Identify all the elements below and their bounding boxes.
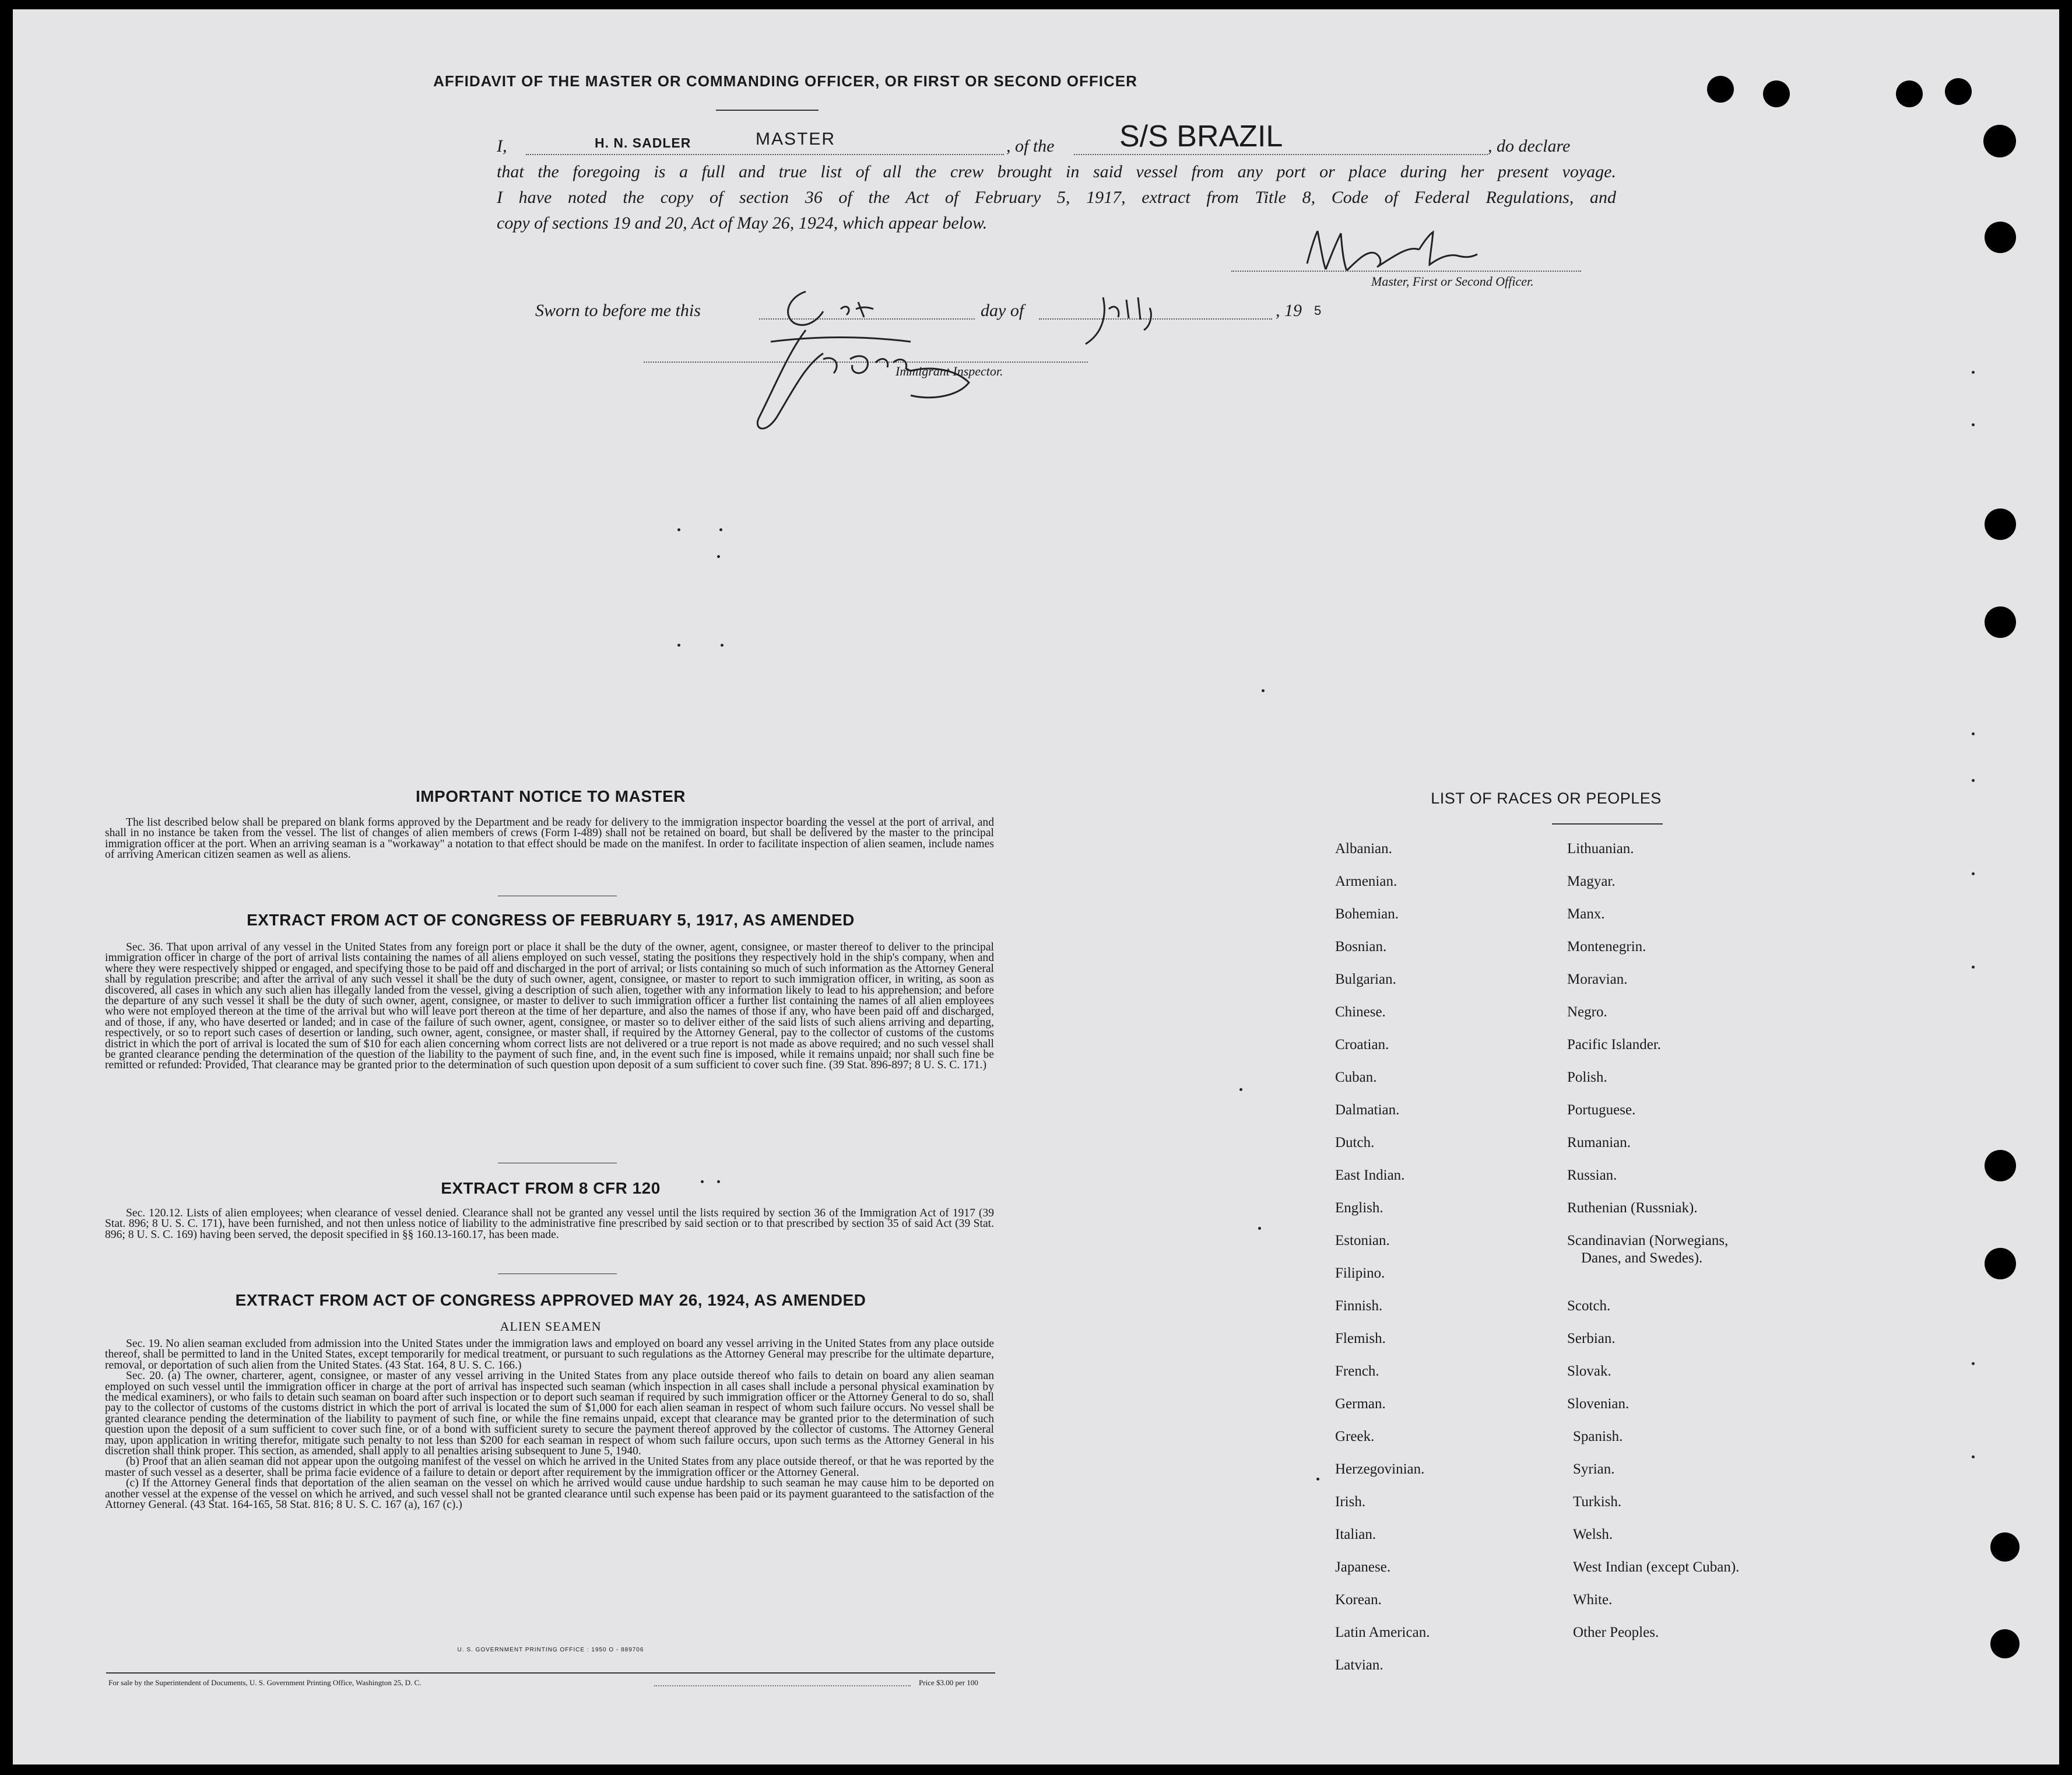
race-item: Finnish. <box>1335 1298 1383 1314</box>
race-item: Scandinavian (Norwegians, <box>1567 1233 1729 1248</box>
document-page <box>13 9 2059 1765</box>
speck <box>1258 1227 1261 1230</box>
extract-1917-heading: EXTRACT FROM ACT OF CONGRESS OF FEBRUARY 5, 1917, AS AMENDED <box>247 911 855 929</box>
sworn-month-handwritten <box>1062 286 1179 356</box>
extract-cfr-heading: EXTRACT FROM 8 CFR 120 <box>441 1179 661 1197</box>
affidavit-i-label: I, <box>497 136 507 156</box>
race-item: Russian. <box>1567 1167 1617 1183</box>
speck <box>1972 966 1975 969</box>
speck <box>1972 1362 1975 1365</box>
race-item: Chinese. <box>1335 1004 1386 1020</box>
race-item: Ruthenian (Russniak). <box>1567 1200 1698 1216</box>
punch-hole <box>1945 78 1972 105</box>
punch-hole <box>1985 508 2016 540</box>
race-item: Estonian. <box>1335 1233 1390 1248</box>
race-item: Albanian. <box>1335 841 1392 857</box>
extract-cfr-text: Sec. 120.12. Lists of alien employees; when clearance of vessel denied. Clearance shall not be granted any vessel until the lists required by section 36 of the Immigration Act of 1917 (39 Stat. 896; 8 U. S. C. 171), have been furnished, and not then unless notice of liability to the administrative fine prescribed by said section or to that prescribed by section 35 of said Act (39 Stat. 896; 8 U. S. C. 169) having been served, the deposit specified in §§ 160.13-160.17, has been made. <box>105 1207 994 1241</box>
footer-right: Price $3.00 per 100 <box>919 1678 978 1687</box>
section-20a: Sec. 20. (a) The owner, charterer, agent, consignee, or master of any vessel arriving in the United States from any place outside thereof who fails to detain on board any alien seaman employed on such vessel until the immigration officer in charge at the port of arrival has inspected such seaman (which inspection in all cases shall include a personal physical examination by the medical examiners), or who fails to detain such seaman on board after such inspection or to deport such seaman if required by such immigration officer or the Attorney General to do so, shall pay to the collector of customs of the customs district in which the port of arrival is located the sum of $1,000 for each alien seaman in respect of whom such failure occurs. No vessel shall be granted clearance pending the determination of the liability to payment of such fine, or while the fine remains unpaid, except that clearance may be granted prior to the determination of such question upon the deposit of a sum sufficient to cover such fine, or of a bond with sufficient surety to secure the payment thereof approved by the collector of customs. The Attorney General may, upon application in writing therefor, mitigate such penalty to not less than $200 for each seaman in respect of whom such failure occurs, upon such terms as the Attorney General in his discretion shall think proper. This section, as amended, shall apply to all penalties arising subsequent to June 5, 1940. <box>105 1370 994 1458</box>
race-item: Armenian. <box>1335 874 1397 889</box>
punch-hole <box>1985 606 2016 638</box>
extract-1917-text: Sec. 36. That upon arrival of any vessel in the United States from any foreign port or place it shall be the duty of the owner, agent, consignee, or master thereof to deliver to the principal immigration officer in charge of the port of arrival lists containing the names of all aliens employed on such vessel, stating the positions they respectively hold in the ship's company, when and where they were respectively shipped or engaged, and specifying those to be paid off and discharged in the port of arrival; or lists containing so much of such information as the Attorney General shall by regulation prescribe; and after the arrival of any such vessel it shall be the duty of such owner, agent, consignee, or master to report to such immigration officer, in writing, as soon as discovered, all cases in which any such alien has illegally landed from the vessel, giving a description of such alien, together with any information likely to lead to his apprehension; and before the departure of any such vessel it shall be the duty of such owner, agent, consignee, or master to deliver to such immigration officer a further list containing the names of all alien employees who were not employed thereon at the time of the arrival but who will leave port thereon at the time of her departure, and also the names of those if any, who have been paid off and discharged, and of those, if any, who have deserted or landed; and in case of the failure of such owner, agent, consignee, or master so to deliver either of the said lists of such aliens arriving and departing, respectively, or so to report such cases of desertion or landing, such owner, agent, consignee, or master shall, if required by the Attorney General, pay to the collector of customs of the customs district in which the port of arrival is located the sum of $10 for each alien concerning whom correct lists are not delivered or a true report is not made as above required; and no such vessel shall be granted clearance pending the determination of the question of the liability to the payment of such fine, and, in the event such fine is imposed, while it remains unpaid; nor shall such fine be remitted or refunded: Provided, That clearance may be granted prior to the determination of such question upon deposit of a sum sufficient to cover such fine. (39 Stat. 896-897; 8 U. S. C. 171.) <box>105 941 994 1072</box>
punch-hole <box>1896 80 1923 107</box>
races-heading: LIST OF RACES OR PEOPLES <box>1431 790 1662 807</box>
race-item: Greek. <box>1335 1429 1375 1444</box>
affidavit-line-4: copy of sections 19 and 20, Act of May 26, 1924, which appear below. <box>497 213 988 233</box>
speck <box>1262 689 1265 692</box>
race-item: White. <box>1573 1592 1613 1608</box>
race-item: Bosnian. <box>1335 939 1387 955</box>
race-item: Dutch. <box>1335 1135 1375 1150</box>
race-item: Slovak. <box>1567 1363 1611 1379</box>
notice-heading: IMPORTANT NOTICE TO MASTER <box>415 787 686 805</box>
race-item: Turkish. <box>1573 1494 1622 1510</box>
punch-hole <box>1985 1248 2016 1279</box>
speck <box>677 528 680 531</box>
race-item: West Indian (except Cuban). <box>1573 1559 1740 1575</box>
punch-hole <box>1763 80 1790 107</box>
footer-left: For sale by the Superintendent of Documents, U. S. Government Printing Office, Washington 25, D. C. <box>108 1678 422 1687</box>
speck <box>1972 732 1975 735</box>
race-item: Slovenian. <box>1567 1396 1629 1412</box>
footer-leader <box>654 1678 911 1686</box>
race-item: Lithuanian. <box>1567 841 1634 857</box>
year-prefix: , 19 <box>1276 301 1302 320</box>
divider <box>716 110 819 111</box>
race-item: Japanese. <box>1335 1559 1391 1575</box>
inspector-signature <box>736 318 992 447</box>
race-item: Danes, and Swedes). <box>1581 1250 1703 1266</box>
officer-name: H. N. SADLER <box>595 135 691 150</box>
speck <box>717 1180 720 1183</box>
affidavit-line-3: I have noted the copy of section 36 of the Act of February 5, 1917, extract from Title 8, Code of Federal Regulations, and <box>497 188 1616 207</box>
notice-text: The list described below shall be prepared on blank forms approved by the Department and be ready for delivery to the immigration inspector boarding the vessel at the port of arrival, and shall in no instance be taken from the vessel. The list of changes of alien members of crews (Form I-489) shall not be retained on board, but shall be delivered by the master to the principal immigration officer at the port. When an arriving seaman is a "workaway" a notation to that effect should be made on the manifest. In order to facilitate inspection of alien seamen, include names of arriving American citizen seamen as well as aliens. <box>105 816 994 861</box>
race-item: Korean. <box>1335 1592 1382 1608</box>
race-item: Italian. <box>1335 1527 1376 1542</box>
race-item: Irish. <box>1335 1494 1366 1510</box>
race-item: English. <box>1335 1200 1383 1216</box>
race-item: Moravian. <box>1567 971 1628 987</box>
speck <box>1972 779 1975 782</box>
affidavit-do-declare: , do declare <box>1488 136 1571 156</box>
footer-rule <box>106 1672 995 1674</box>
punch-hole <box>1990 1629 2020 1658</box>
race-item: Latvian. <box>1335 1657 1383 1673</box>
sworn-label: Sworn to before me this <box>535 301 701 320</box>
affidavit-line-2: that the foregoing is a full and true list of all the crew brought in said vessel from any port or place during her present voyage. <box>497 162 1616 181</box>
affidavit-heading: AFFIDAVIT OF THE MASTER OR COMMANDING OFFICER, OR FIRST OR SECOND OFFICER <box>433 72 1137 90</box>
race-item: Serbian. <box>1567 1331 1616 1346</box>
race-item: Syrian. <box>1573 1461 1615 1477</box>
master-caption: Master, First or Second Officer. <box>1371 274 1534 289</box>
race-item: Manx. <box>1567 906 1605 922</box>
extract-1924-text <box>105 1339 994 1511</box>
race-item: Montenegrin. <box>1567 939 1646 955</box>
race-item: Cuban. <box>1335 1069 1377 1085</box>
speck <box>1316 1478 1319 1481</box>
year-suffix: 5 <box>1314 303 1322 318</box>
race-item: Welsh. <box>1573 1527 1613 1542</box>
divider <box>1552 823 1663 825</box>
punch-hole <box>1983 125 2016 157</box>
race-item: French. <box>1335 1363 1379 1379</box>
section-20c: (c) If the Attorney General finds that deportation of the alien seaman on the vessel on which he arrived would cause undue hardship to such seaman he may cause him to be deported on another vessel at the expense of the vessel on which he arrived, and such vessel shall not be granted clearance until such expense has been paid or its payment guaranteed to the satisfaction of the Attorney General. (43 Stat. 164-165, 58 Stat. 816; 8 U. S. C. 167 (a), 167 (c).) <box>105 1477 994 1511</box>
alien-seamen-subheading: ALIEN SEAMEN <box>500 1319 602 1334</box>
race-item: Spanish. <box>1573 1429 1623 1444</box>
race-item: Croatian. <box>1335 1037 1389 1053</box>
race-item: Bohemian. <box>1335 906 1399 922</box>
vessel-name: S/S BRAZIL <box>1119 120 1283 153</box>
punch-hole <box>1990 1532 2020 1562</box>
punch-hole <box>1707 76 1734 103</box>
race-item: Bulgarian. <box>1335 971 1396 987</box>
punch-hole <box>1985 222 2016 253</box>
race-item: Latin American. <box>1335 1625 1430 1640</box>
speck <box>1972 1455 1975 1458</box>
inspector-caption: Immigrant Inspector. <box>895 364 1003 378</box>
race-item: Negro. <box>1567 1004 1607 1020</box>
speck <box>1239 1088 1242 1091</box>
signature-line <box>1231 271 1581 272</box>
printer-imprint: U. S. GOVERNMENT PRINTING OFFICE : 1950 O - 889706 <box>457 1647 644 1653</box>
affidavit-of-the: , of the <box>1006 136 1055 156</box>
section-20b: (b) Proof that an alien seaman did not appear upon the outgoing manifest of the vessel on which he arrived in the United States from any place outside thereof, or that he was reported by the master of such vessel as a deserter, shall be prima facie evidence of a failure to detain or deport after requirement by the immigration officer or the Attorney General. <box>105 1455 994 1479</box>
race-item: Flemish. <box>1335 1331 1386 1346</box>
speck <box>1972 872 1975 875</box>
speck <box>701 1180 704 1183</box>
speck <box>717 555 720 558</box>
extract-1924-heading: EXTRACT FROM ACT OF CONGRESS APPROVED MAY 26, 1924, AS AMENDED <box>235 1291 866 1309</box>
race-item: Polish. <box>1567 1069 1607 1085</box>
race-item: East Indian. <box>1335 1167 1405 1183</box>
race-item: Scotch. <box>1567 1298 1611 1314</box>
race-item: Pacific Islander. <box>1567 1037 1662 1053</box>
day-of-label: day of <box>981 301 1024 320</box>
race-item: German. <box>1335 1396 1386 1412</box>
race-item: Other Peoples. <box>1573 1625 1659 1640</box>
race-item: Rumanian. <box>1567 1135 1631 1150</box>
race-item: Dalmatian. <box>1335 1102 1400 1118</box>
race-item: Portuguese. <box>1567 1102 1636 1118</box>
race-item: Filipino. <box>1335 1265 1385 1281</box>
speck <box>1972 371 1975 374</box>
section-19: Sec. 19. No alien seaman excluded from admission into the United States under the immigration laws and employed on board any vessel arriving in the United States from any place outside thereof, shall be permitted to land in the United States, except temporarily for medical treatment, or pursuant to such regulations as the Attorney General may prescribe for the ultimate departure, removal, or deportation of such alien from the United States. (43 Stat. 164, 8 U. S. C. 166.) <box>105 1338 994 1371</box>
speck <box>1972 423 1975 426</box>
officer-rank: MASTER <box>756 129 836 149</box>
race-item: Magyar. <box>1567 874 1616 889</box>
speck <box>677 644 680 647</box>
speck <box>721 644 724 647</box>
speck <box>719 528 722 531</box>
race-item: Herzegovinian. <box>1335 1461 1425 1477</box>
punch-hole <box>1985 1150 2016 1181</box>
